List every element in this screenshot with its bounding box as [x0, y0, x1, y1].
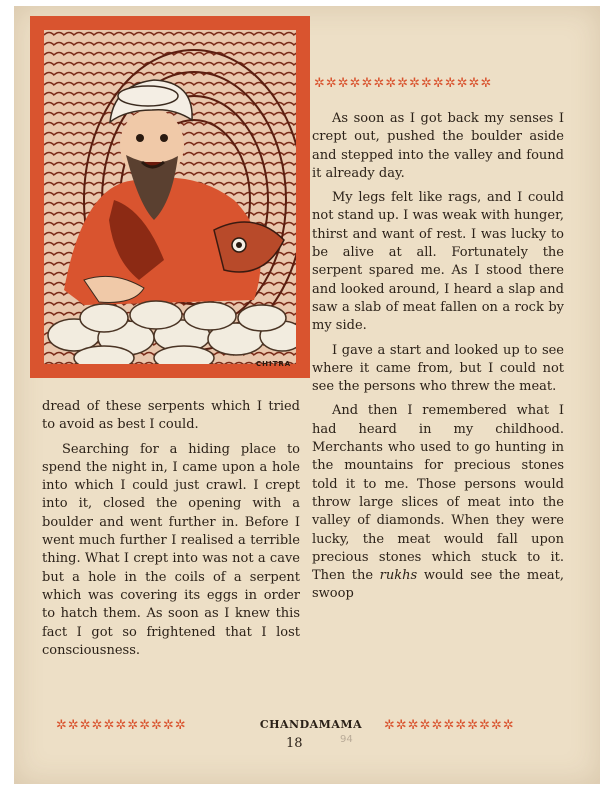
pencil-mark: 94	[340, 734, 353, 745]
paragraph	[312, 402, 564, 603]
left-text-column	[42, 398, 300, 666]
top-ornament-divider: ✲✲✲✲✲✲✲✲✲✲✲✲✲✲✲	[314, 76, 493, 91]
paragraph: dread of these serpents which I tried to avoid as best I could.	[42, 399, 300, 433]
magazine-page	[14, 6, 600, 784]
footer-ornament-left: ✲✲✲✲✲✲✲✲✲✲✲	[56, 718, 187, 733]
artist-signature: CHITRA	[256, 360, 292, 368]
magazine-name: CHANDAMAMA	[259, 718, 363, 731]
paragraph: As soon as I got back my senses I crept out, pushed the boulder aside and stepped into the valley and found it already day.	[312, 111, 564, 181]
paragraph: Searching for a hiding place to spend the night in, I came upon a hole into which I could just crawl. I crept into it, closed the opening with a boulder and went further in. Before I went much further I realised a terrible thing. What I crept into was not a cave but a hole in the coils of a serpent which was covering its eggs in order to hatch them. As soon as I knew this fact I got so frightened that I lost consciousness.	[42, 441, 300, 658]
footer-ornament-right: ✲✲✲✲✲✲✲✲✲✲✲	[384, 718, 515, 733]
right-text-column	[312, 110, 564, 610]
italic-word: rukhs	[379, 568, 418, 584]
old-man-serpent-eggs-illustration	[44, 30, 296, 364]
paragraph: I gave a start and looked up to see where it came from, but I could not see the persons who threw the meat.	[312, 342, 564, 395]
paragraph: My legs felt like rags, and I could not stand up. I was weak with hunger, thirst and want of rest. I was lucky to be alive at all. Fortunately the serpent spared me. As I stood there and looked around, I heard a slap and saw a slab of meat fallen on a rock by my side.	[312, 190, 564, 334]
paragraph-text: would see the meat, swoop	[312, 568, 564, 602]
page-number: 18	[286, 736, 303, 751]
paragraph-text: And then I remembered what I had heard in my childhood. Merchants who used to go hunting in the mountains for precious stones told it to me. Those persons would throw large slices of meat into the valley of diamonds. When they were lucky, the meat would fall upon precious stones which stuck to it. Then the	[312, 403, 564, 584]
illustration-panel	[30, 16, 310, 378]
